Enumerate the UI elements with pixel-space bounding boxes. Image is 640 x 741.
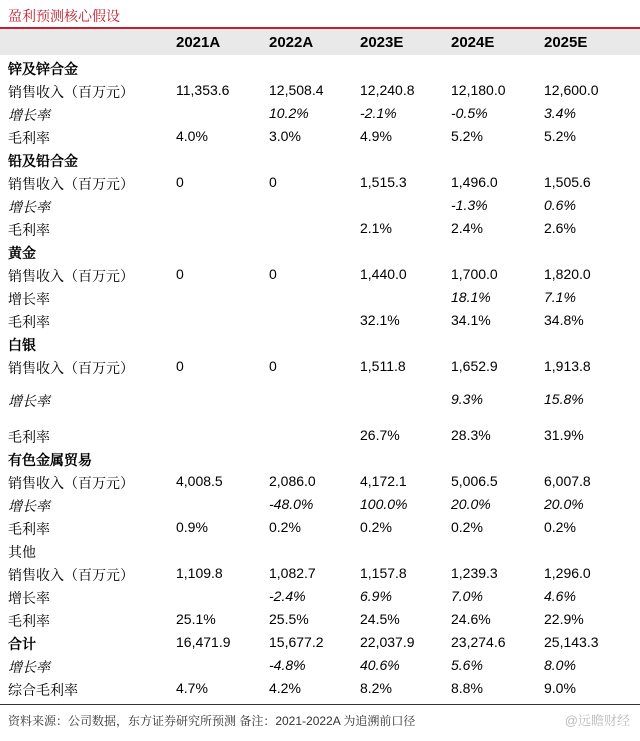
table-cell: -4.8% [269,657,306,673]
table-cell: 100.0% [360,496,408,512]
table-cell: 5.2% [544,128,576,144]
row-label: 其他 [8,544,36,560]
table-cell: 24.6% [451,611,491,627]
table-cell: 18.1% [451,289,491,305]
table-row [0,310,640,332]
table-cell: 40.6% [360,657,400,673]
table-cell: 1,820.0 [544,266,591,282]
table-header [0,29,640,55]
row-label: 锌及锌合金 [8,61,78,77]
table-cell: -2.1% [360,105,397,121]
table-row [0,540,640,562]
table-cell: 4.6% [544,588,576,604]
row-label: 销售收入（百万元） [8,475,134,491]
table-row [0,264,640,286]
table-cell: 25.5% [269,611,309,627]
table-cell: 5,006.5 [451,473,498,489]
table-cell: 1,496.0 [451,174,498,190]
row-label: 铅及铅合金 [8,153,78,169]
table-cell: 28.3% [451,427,491,443]
table-cell: 1,700.0 [451,266,498,282]
watermark: @远瞻财经 [564,713,630,728]
table-cell: 4.2% [269,680,301,696]
table-cell: 11,353.6 [176,82,230,98]
table-cell: 2.1% [360,220,392,236]
table-row [0,494,640,516]
table-cell: 26.7% [360,427,400,443]
row-label: 毛利率 [8,314,50,330]
table-cell: 1,440.0 [360,266,407,282]
row-label: 合计 [8,636,36,652]
column-header: 2021A [176,34,221,51]
table-row [0,517,640,539]
table-cell: 22.9% [544,611,584,627]
table-cell: 34.8% [544,312,584,328]
row-label: 销售收入（百万元） [8,84,134,100]
table-cell: 12,508.4 [269,82,324,98]
table-row [0,632,640,654]
row-label: 有色金属贸易 [8,452,92,468]
table-cell: 25,143.3 [544,634,599,650]
column-header: 2025E [544,34,588,51]
table-cell: 0 [176,266,184,282]
table-cell: -2.4% [269,588,306,604]
table-cell: 4.9% [360,128,392,144]
row-label: 销售收入（百万元） [8,360,134,376]
table-row [0,586,640,608]
table-cell: 31.9% [544,427,584,443]
table-row [0,389,640,411]
table-cell: 1,511.8 [360,358,406,374]
table-row [0,425,640,447]
table-cell: 10.2% [269,105,309,121]
table-row [0,287,640,309]
column-header: 2023E [360,34,404,51]
table-cell: 22,037.9 [360,634,415,650]
table-row [0,241,640,263]
table-cell: 6.9% [360,588,392,604]
row-label: 增长率 [8,498,50,514]
row-label: 毛利率 [8,429,50,445]
table-cell: 25.1% [176,611,216,627]
table-cell: -1.3% [451,197,488,213]
table-cell: 0.9% [176,519,208,535]
table-cell: 12,240.8 [360,82,415,98]
table-cell: 5.2% [451,128,483,144]
row-label: 毛利率 [8,521,50,537]
table-cell: 1,296.0 [544,565,591,581]
table-cell: 1,109.8 [176,565,223,581]
column-header: 2024E [451,34,495,51]
row-label: 增长率 [8,291,50,307]
table-cell: 9.3% [451,391,483,407]
table-row [0,80,640,102]
table-cell: 1,082.7 [269,565,316,581]
table-cell: 1,515.3 [360,174,407,190]
table-cell: -48.0% [269,496,314,512]
table-row [0,172,640,194]
table-cell: 0 [269,358,277,374]
row-label: 销售收入（百万元） [8,567,134,583]
table-cell: 23,274.6 [451,634,506,650]
row-label: 增长率 [8,107,50,123]
table-cell: 4.7% [176,680,208,696]
row-label: 增长率 [8,659,50,675]
table-cell: 1,652.9 [451,358,498,374]
table-cell: 4,172.1 [360,473,407,489]
table-cell: 5.6% [451,657,483,673]
table-cell: 20.0% [544,496,584,512]
table-cell: 16,471.9 [176,634,231,650]
row-label: 销售收入（百万元） [8,268,134,284]
table-cell: 1,239.3 [451,565,498,581]
table-cell: 2.6% [544,220,576,236]
table-cell: 8.8% [451,680,483,696]
table-cell: 15,677.2 [269,634,324,650]
table-row [0,333,640,355]
table-cell: 24.5% [360,611,400,627]
table-row [0,149,640,171]
table-cell: 0 [176,174,184,190]
table-row [0,126,640,148]
table-cell: 7.1% [544,289,576,305]
table-cell: 1,157.8 [360,565,407,581]
table-row [0,563,640,585]
page-title: 盈利预测核心假设 [8,8,120,24]
source-footnote: 资料来源：公司数据，东方证券研究所预测 备注：2021-2022A 为追溯前口径 [8,714,416,728]
table-cell: 6,007.8 [544,473,591,489]
table-cell: 0 [269,266,277,282]
table-row [0,678,640,700]
table-cell: 9.0% [544,680,576,696]
table-row [0,218,640,240]
table-cell: 7.0% [451,588,483,604]
table-cell: 0.6% [544,197,576,213]
footer-divider [0,704,640,705]
row-label: 增长率 [8,199,50,215]
table-cell: 1,505.6 [544,174,591,190]
table-cell: 0.2% [360,519,392,535]
table-cell: 0 [176,358,184,374]
table-cell: 15.8% [544,391,584,407]
table-cell: 34.1% [451,312,491,328]
table-cell: 1,913.8 [544,358,591,374]
table-row [0,356,640,378]
table-row [0,57,640,79]
row-label: 毛利率 [8,613,50,629]
table-cell: 12,600.0 [544,82,599,98]
row-label: 毛利率 [8,130,50,146]
table-row [0,195,640,217]
row-label: 毛利率 [8,222,50,238]
table-cell: -0.5% [451,105,488,121]
table-cell: 2.4% [451,220,483,236]
table-cell: 3.0% [269,128,301,144]
table-cell: 12,180.0 [451,82,506,98]
table-row [0,448,640,470]
table-cell: 2,086.0 [269,473,316,489]
table-cell: 4.0% [176,128,208,144]
table-cell: 0.2% [544,519,576,535]
table-row [0,609,640,631]
table-row [0,655,640,677]
row-label: 增长率 [8,590,50,606]
row-label: 白银 [8,337,36,353]
row-label: 综合毛利率 [8,682,78,698]
table-row [0,103,640,125]
table-cell: 0.2% [451,519,483,535]
table-cell: 8.0% [544,657,576,673]
table-cell: 4,008.5 [176,473,223,489]
table-cell: 20.0% [451,496,491,512]
column-header: 2022A [269,34,314,51]
table-cell: 0.2% [269,519,301,535]
row-label: 黄金 [8,245,36,261]
table-cell: 0 [269,174,277,190]
table-row [0,471,640,493]
table-cell: 3.4% [544,105,576,121]
row-label: 销售收入（百万元） [8,176,134,192]
table-cell: 8.2% [360,680,392,696]
row-label: 增长率 [8,393,50,409]
table-cell: 32.1% [360,312,400,328]
